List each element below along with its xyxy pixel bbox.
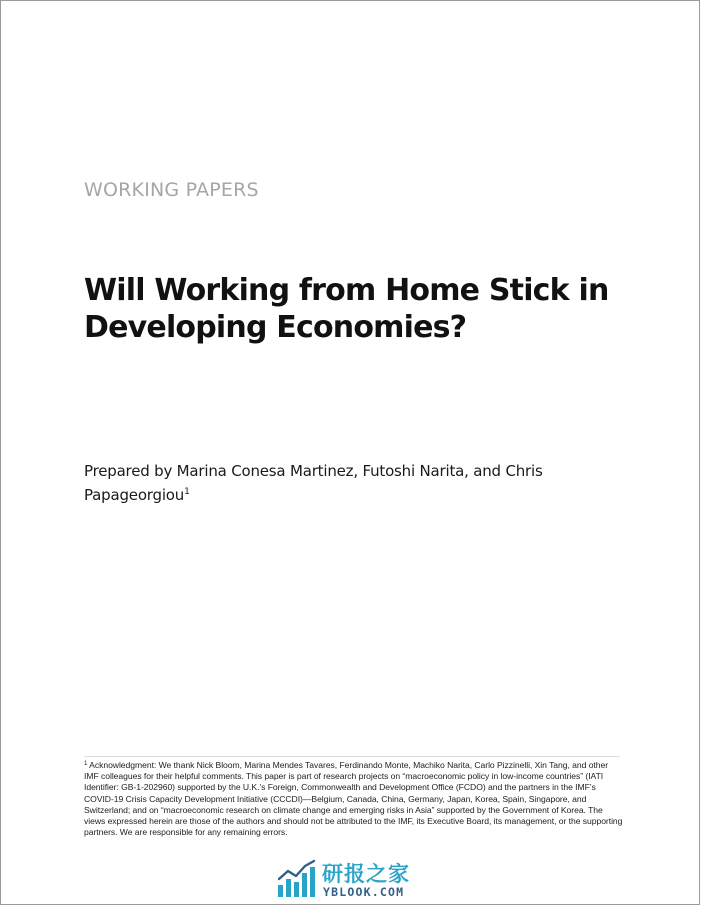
paper-title [84,272,624,346]
acknowledgment-footnote [84,760,624,838]
footnote-divider [84,756,620,757]
watermark [276,857,436,901]
author-byline [84,459,564,507]
footnote-mark: 1 [84,761,88,767]
footnote-reference[interactable]: 1 [184,487,190,497]
paper-title-line-2: Developing Economies? [84,310,467,345]
bar-chart-logo-icon [276,859,318,899]
watermark-chinese-text: 研报之家 [322,862,410,886]
author-byline-line-2: Papageorgiou [84,486,185,504]
paper-title-line-1: Will Working from Home Stick in [84,273,609,308]
series-label: WORKING PAPERS [84,179,259,201]
watermark-site-text: YBLOOK.COM [323,885,405,899]
footnote-text: Acknowledgment: We thank Nick Bloom, Marina Mendes Tavares, Ferdinando Monte, Machiko Narita, Carlo Pizzinelli, Xin Tang, and other IMF colleagues for their helpful comments. This paper is part of research projects on “macroeconomic policy in low-income countries” (IATI Identifier: GB-1-202960) supported by the U.K.’s Foreign, Commonwealth and Development Office (FCDO) and the partners in the IMF’s COVID-19 Crisis Capacity Development Initiative (CCCDI)—Belgium, Canada, China, Germany, Japan, Korea, Spain, Singapore, and Switzerland; and on “macroeconomic research on climate change and emerging risks in Asia” supported by the Government of Korea. The views expressed herein are those of the authors and should not be attributed to the IMF, its Executive Board, its management, or the supporting partners. We are responsible for any remaining errors. [84,760,623,838]
author-byline-line-1: Prepared by Marina Conesa Martinez, Futoshi Narita, and Chris [84,462,543,480]
